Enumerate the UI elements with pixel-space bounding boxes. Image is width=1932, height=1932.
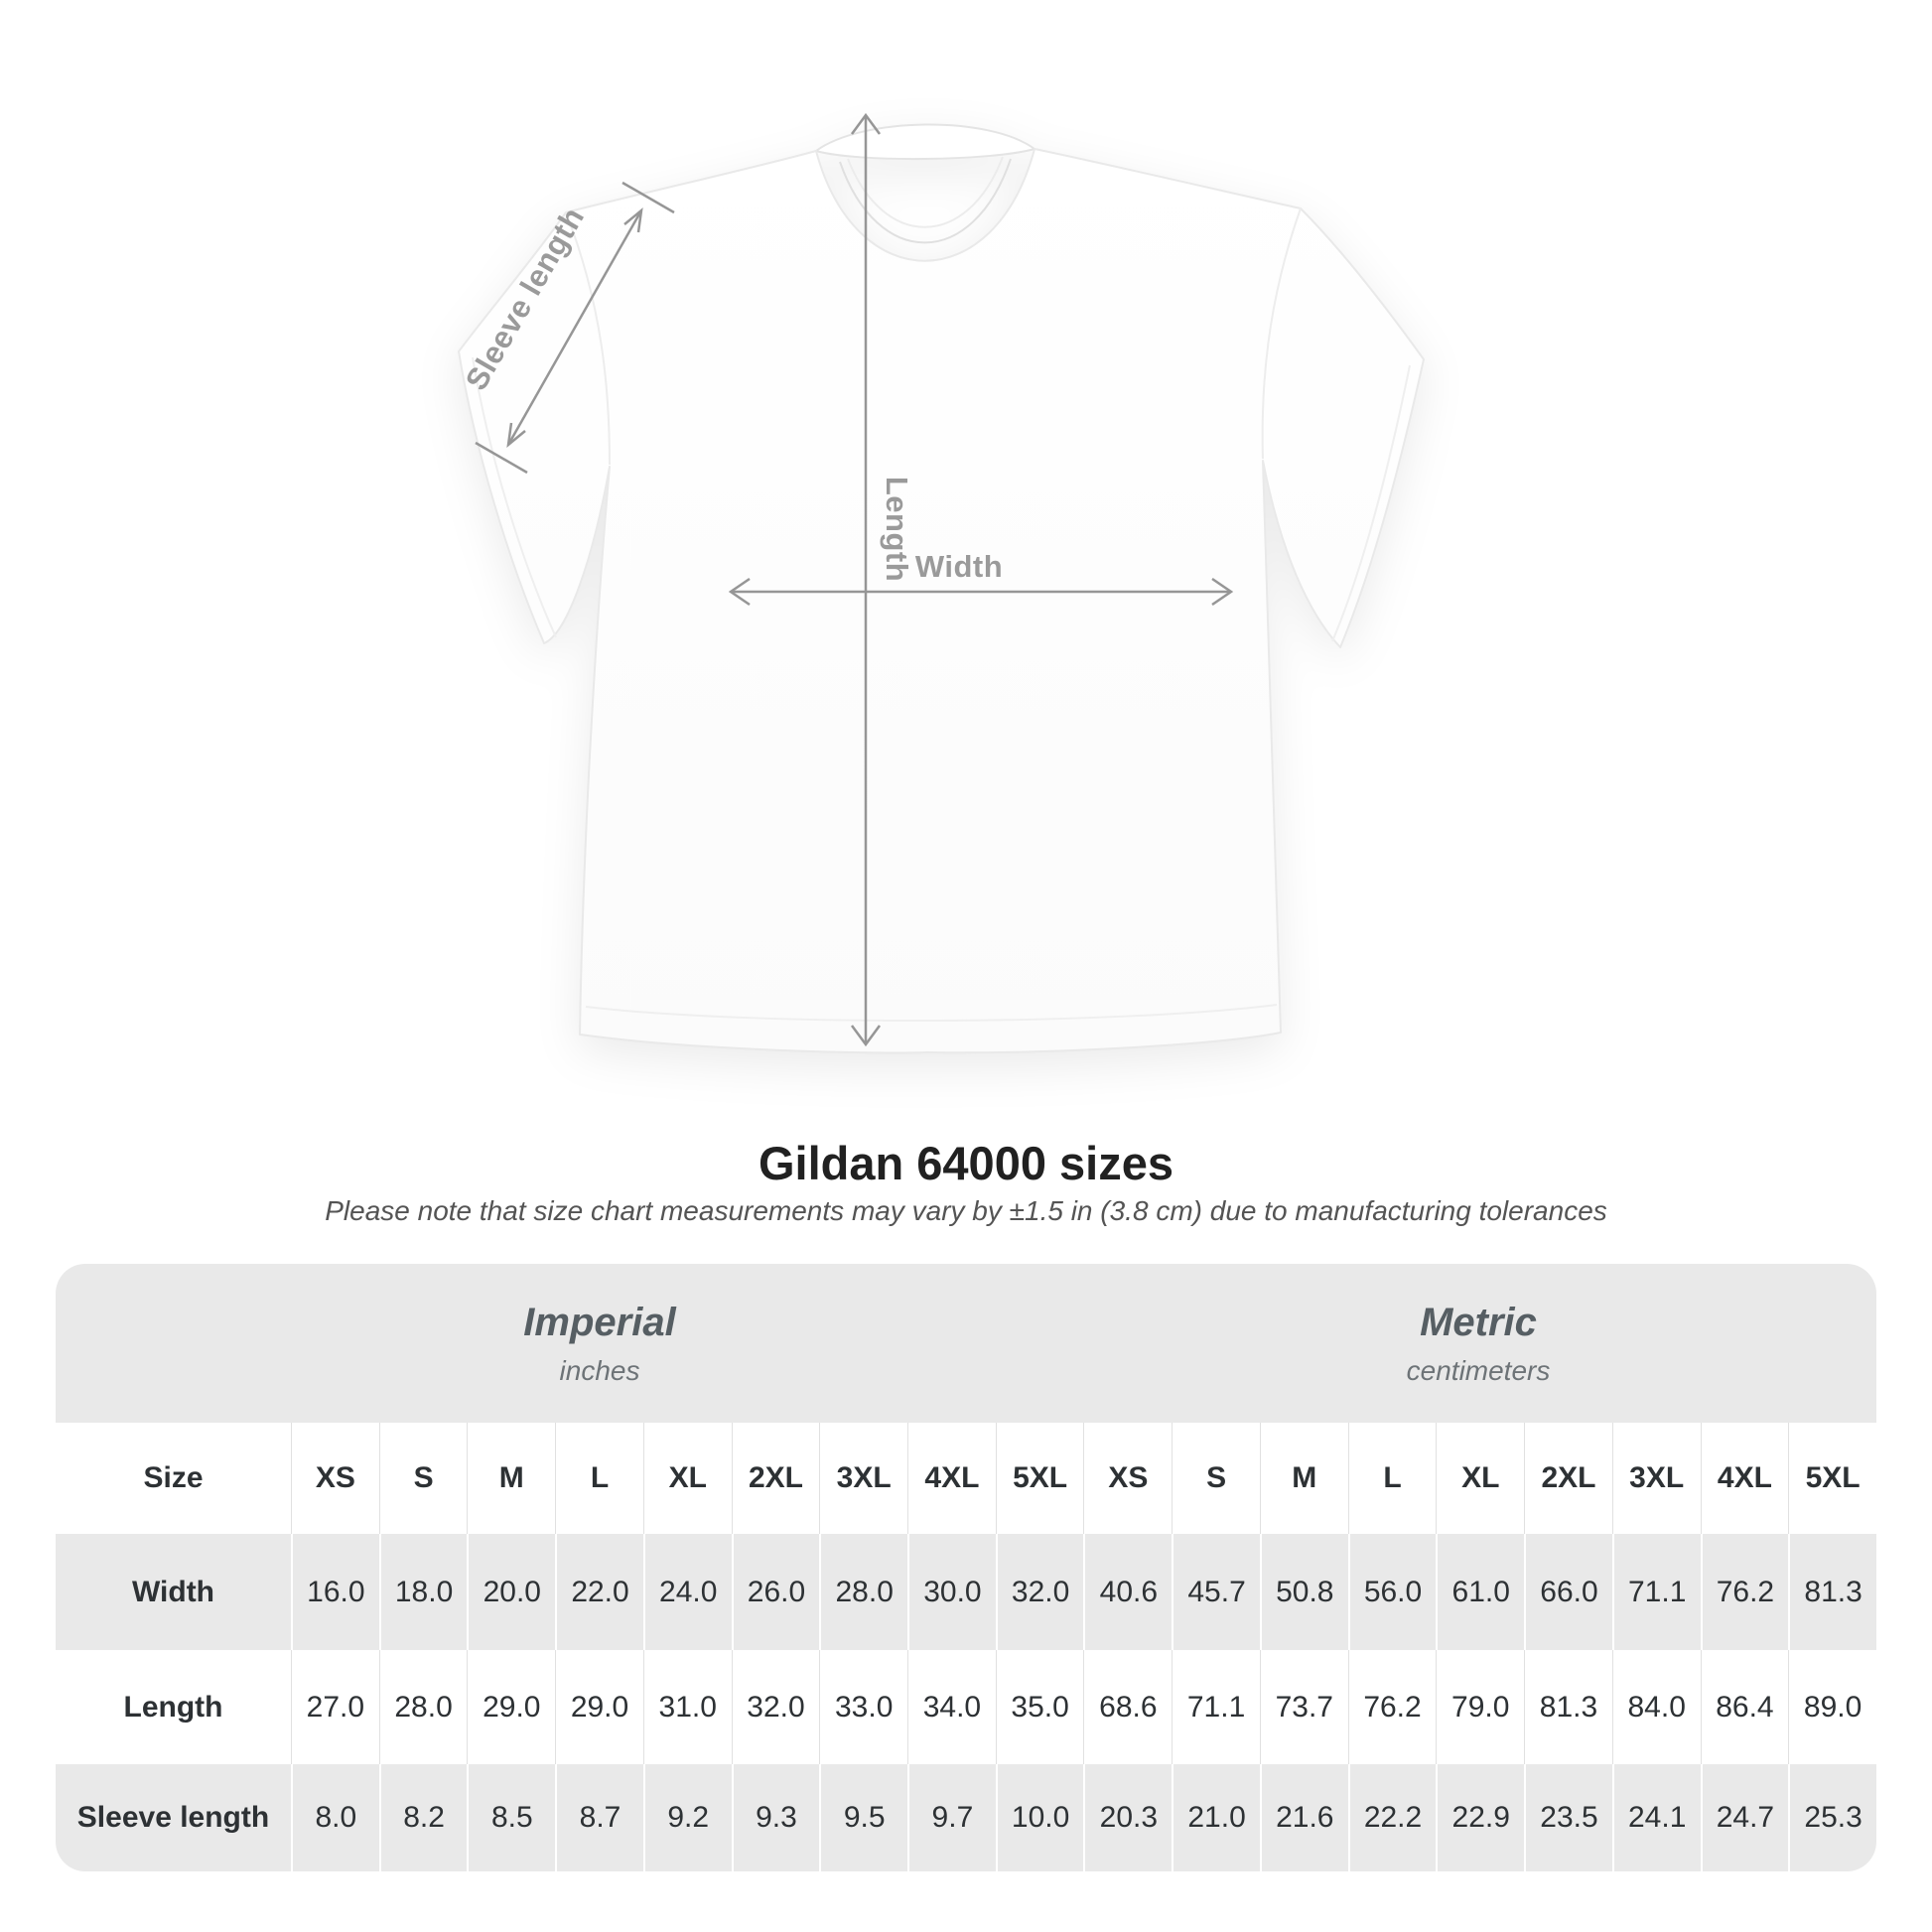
value-cell: 28.0 bbox=[819, 1534, 907, 1650]
value-cell: 40.6 bbox=[1083, 1534, 1172, 1650]
value-cell: 71.1 bbox=[1612, 1534, 1701, 1650]
size-header: S bbox=[1172, 1423, 1260, 1534]
value-cell: 32.0 bbox=[732, 1650, 820, 1764]
size-header: M bbox=[1260, 1423, 1348, 1534]
value-cell: 16.0 bbox=[291, 1534, 379, 1650]
value-cell: 21.6 bbox=[1260, 1764, 1348, 1871]
value-cell: 24.1 bbox=[1612, 1764, 1701, 1871]
value-cell: 8.7 bbox=[555, 1764, 643, 1871]
value-cell: 86.4 bbox=[1701, 1650, 1789, 1764]
value-cell: 28.0 bbox=[379, 1650, 468, 1764]
value-cell: 25.3 bbox=[1788, 1764, 1876, 1871]
value-cell: 20.0 bbox=[467, 1534, 555, 1650]
size-header: S bbox=[379, 1423, 468, 1534]
unit-header-band bbox=[56, 1264, 1876, 1423]
value-cell: 8.0 bbox=[291, 1764, 379, 1871]
value-cell: 9.5 bbox=[819, 1764, 907, 1871]
tshirt-shape bbox=[459, 124, 1424, 1052]
size-header: M bbox=[467, 1423, 555, 1534]
value-cell: 26.0 bbox=[732, 1534, 820, 1650]
tshirt-back-collar bbox=[816, 124, 1035, 159]
width-label: Width bbox=[914, 549, 1004, 584]
size-table bbox=[56, 1264, 1876, 1871]
table-row-sleeve-length bbox=[56, 1764, 1876, 1871]
value-cell: 8.2 bbox=[379, 1764, 468, 1871]
size-header: XS bbox=[1083, 1423, 1172, 1534]
size-header: L bbox=[1348, 1423, 1437, 1534]
imperial-header bbox=[523, 1300, 675, 1387]
value-cell: 10.0 bbox=[996, 1764, 1084, 1871]
value-cell: 27.0 bbox=[291, 1650, 379, 1764]
value-cell: 71.1 bbox=[1172, 1650, 1260, 1764]
value-cell: 29.0 bbox=[555, 1650, 643, 1764]
size-header: 3XL bbox=[1612, 1423, 1701, 1534]
value-cell: 50.8 bbox=[1260, 1534, 1348, 1650]
value-cell: 22.9 bbox=[1436, 1764, 1524, 1871]
value-cell: 84.0 bbox=[1612, 1650, 1701, 1764]
value-cell: 24.7 bbox=[1701, 1764, 1789, 1871]
value-cell: 81.3 bbox=[1788, 1534, 1876, 1650]
value-cell: 34.0 bbox=[907, 1650, 996, 1764]
value-cell: 18.0 bbox=[379, 1534, 468, 1650]
value-cell: 89.0 bbox=[1788, 1650, 1876, 1764]
page-subtitle: Please note that size chart measurements may vary by ±1.5 in (3.8 cm) due to manufacturing tolerances bbox=[325, 1195, 1607, 1226]
value-cell: 73.7 bbox=[1260, 1650, 1348, 1764]
imperial-title: Imperial bbox=[523, 1301, 676, 1344]
row-label: Length bbox=[123, 1690, 223, 1724]
value-cell: 32.0 bbox=[996, 1534, 1084, 1650]
size-header: 5XL bbox=[1788, 1423, 1876, 1534]
sleeve-length-label: Sleeve length bbox=[458, 201, 592, 396]
value-cell: 35.0 bbox=[996, 1650, 1084, 1764]
value-cell: 61.0 bbox=[1436, 1534, 1524, 1650]
row-label: Sleeve length bbox=[76, 1801, 270, 1834]
value-cell: 79.0 bbox=[1436, 1650, 1524, 1764]
value-cell: 76.2 bbox=[1348, 1650, 1437, 1764]
value-cell: 24.0 bbox=[643, 1534, 732, 1650]
table-row-width bbox=[56, 1534, 1876, 1650]
size-header: L bbox=[555, 1423, 643, 1534]
size-header: 3XL bbox=[819, 1423, 907, 1534]
size-header: XL bbox=[643, 1423, 732, 1534]
size-header: XL bbox=[1436, 1423, 1524, 1534]
value-cell: 66.0 bbox=[1524, 1534, 1612, 1650]
value-cell: 21.0 bbox=[1172, 1764, 1260, 1871]
value-cell: 9.2 bbox=[643, 1764, 732, 1871]
value-cell: 68.6 bbox=[1083, 1650, 1172, 1764]
size-header-row bbox=[56, 1423, 1876, 1534]
value-cell: 22.2 bbox=[1348, 1764, 1437, 1871]
value-cell: 9.7 bbox=[907, 1764, 996, 1871]
value-cell: 56.0 bbox=[1348, 1534, 1437, 1650]
value-cell: 76.2 bbox=[1701, 1534, 1789, 1650]
size-header: 4XL bbox=[1701, 1423, 1789, 1534]
size-header: 2XL bbox=[1524, 1423, 1612, 1534]
size-header: 2XL bbox=[732, 1423, 820, 1534]
value-cell: 23.5 bbox=[1524, 1764, 1612, 1871]
metric-title: Metric bbox=[1420, 1301, 1537, 1344]
value-cell: 29.0 bbox=[467, 1650, 555, 1764]
size-header: 4XL bbox=[907, 1423, 996, 1534]
value-cell: 22.0 bbox=[555, 1534, 643, 1650]
metric-unit: centimeters bbox=[1406, 1355, 1551, 1386]
size-header: 5XL bbox=[996, 1423, 1084, 1534]
metric-header bbox=[1407, 1300, 1551, 1387]
length-label: Length bbox=[880, 476, 914, 583]
imperial-unit: inches bbox=[559, 1355, 640, 1386]
page-title: Gildan 64000 sizes bbox=[758, 1137, 1174, 1189]
value-cell: 81.3 bbox=[1524, 1650, 1612, 1764]
value-cell: 8.5 bbox=[467, 1764, 555, 1871]
value-cell: 20.3 bbox=[1083, 1764, 1172, 1871]
value-cell: 30.0 bbox=[907, 1534, 996, 1650]
size-col-header: Size bbox=[143, 1461, 204, 1494]
size-header: XS bbox=[291, 1423, 379, 1534]
value-cell: 31.0 bbox=[643, 1650, 732, 1764]
table-row-length bbox=[56, 1650, 1876, 1764]
value-cell: 33.0 bbox=[819, 1650, 907, 1764]
row-label: Width bbox=[131, 1575, 215, 1608]
value-cell: 9.3 bbox=[732, 1764, 820, 1871]
value-cell: 45.7 bbox=[1172, 1534, 1260, 1650]
